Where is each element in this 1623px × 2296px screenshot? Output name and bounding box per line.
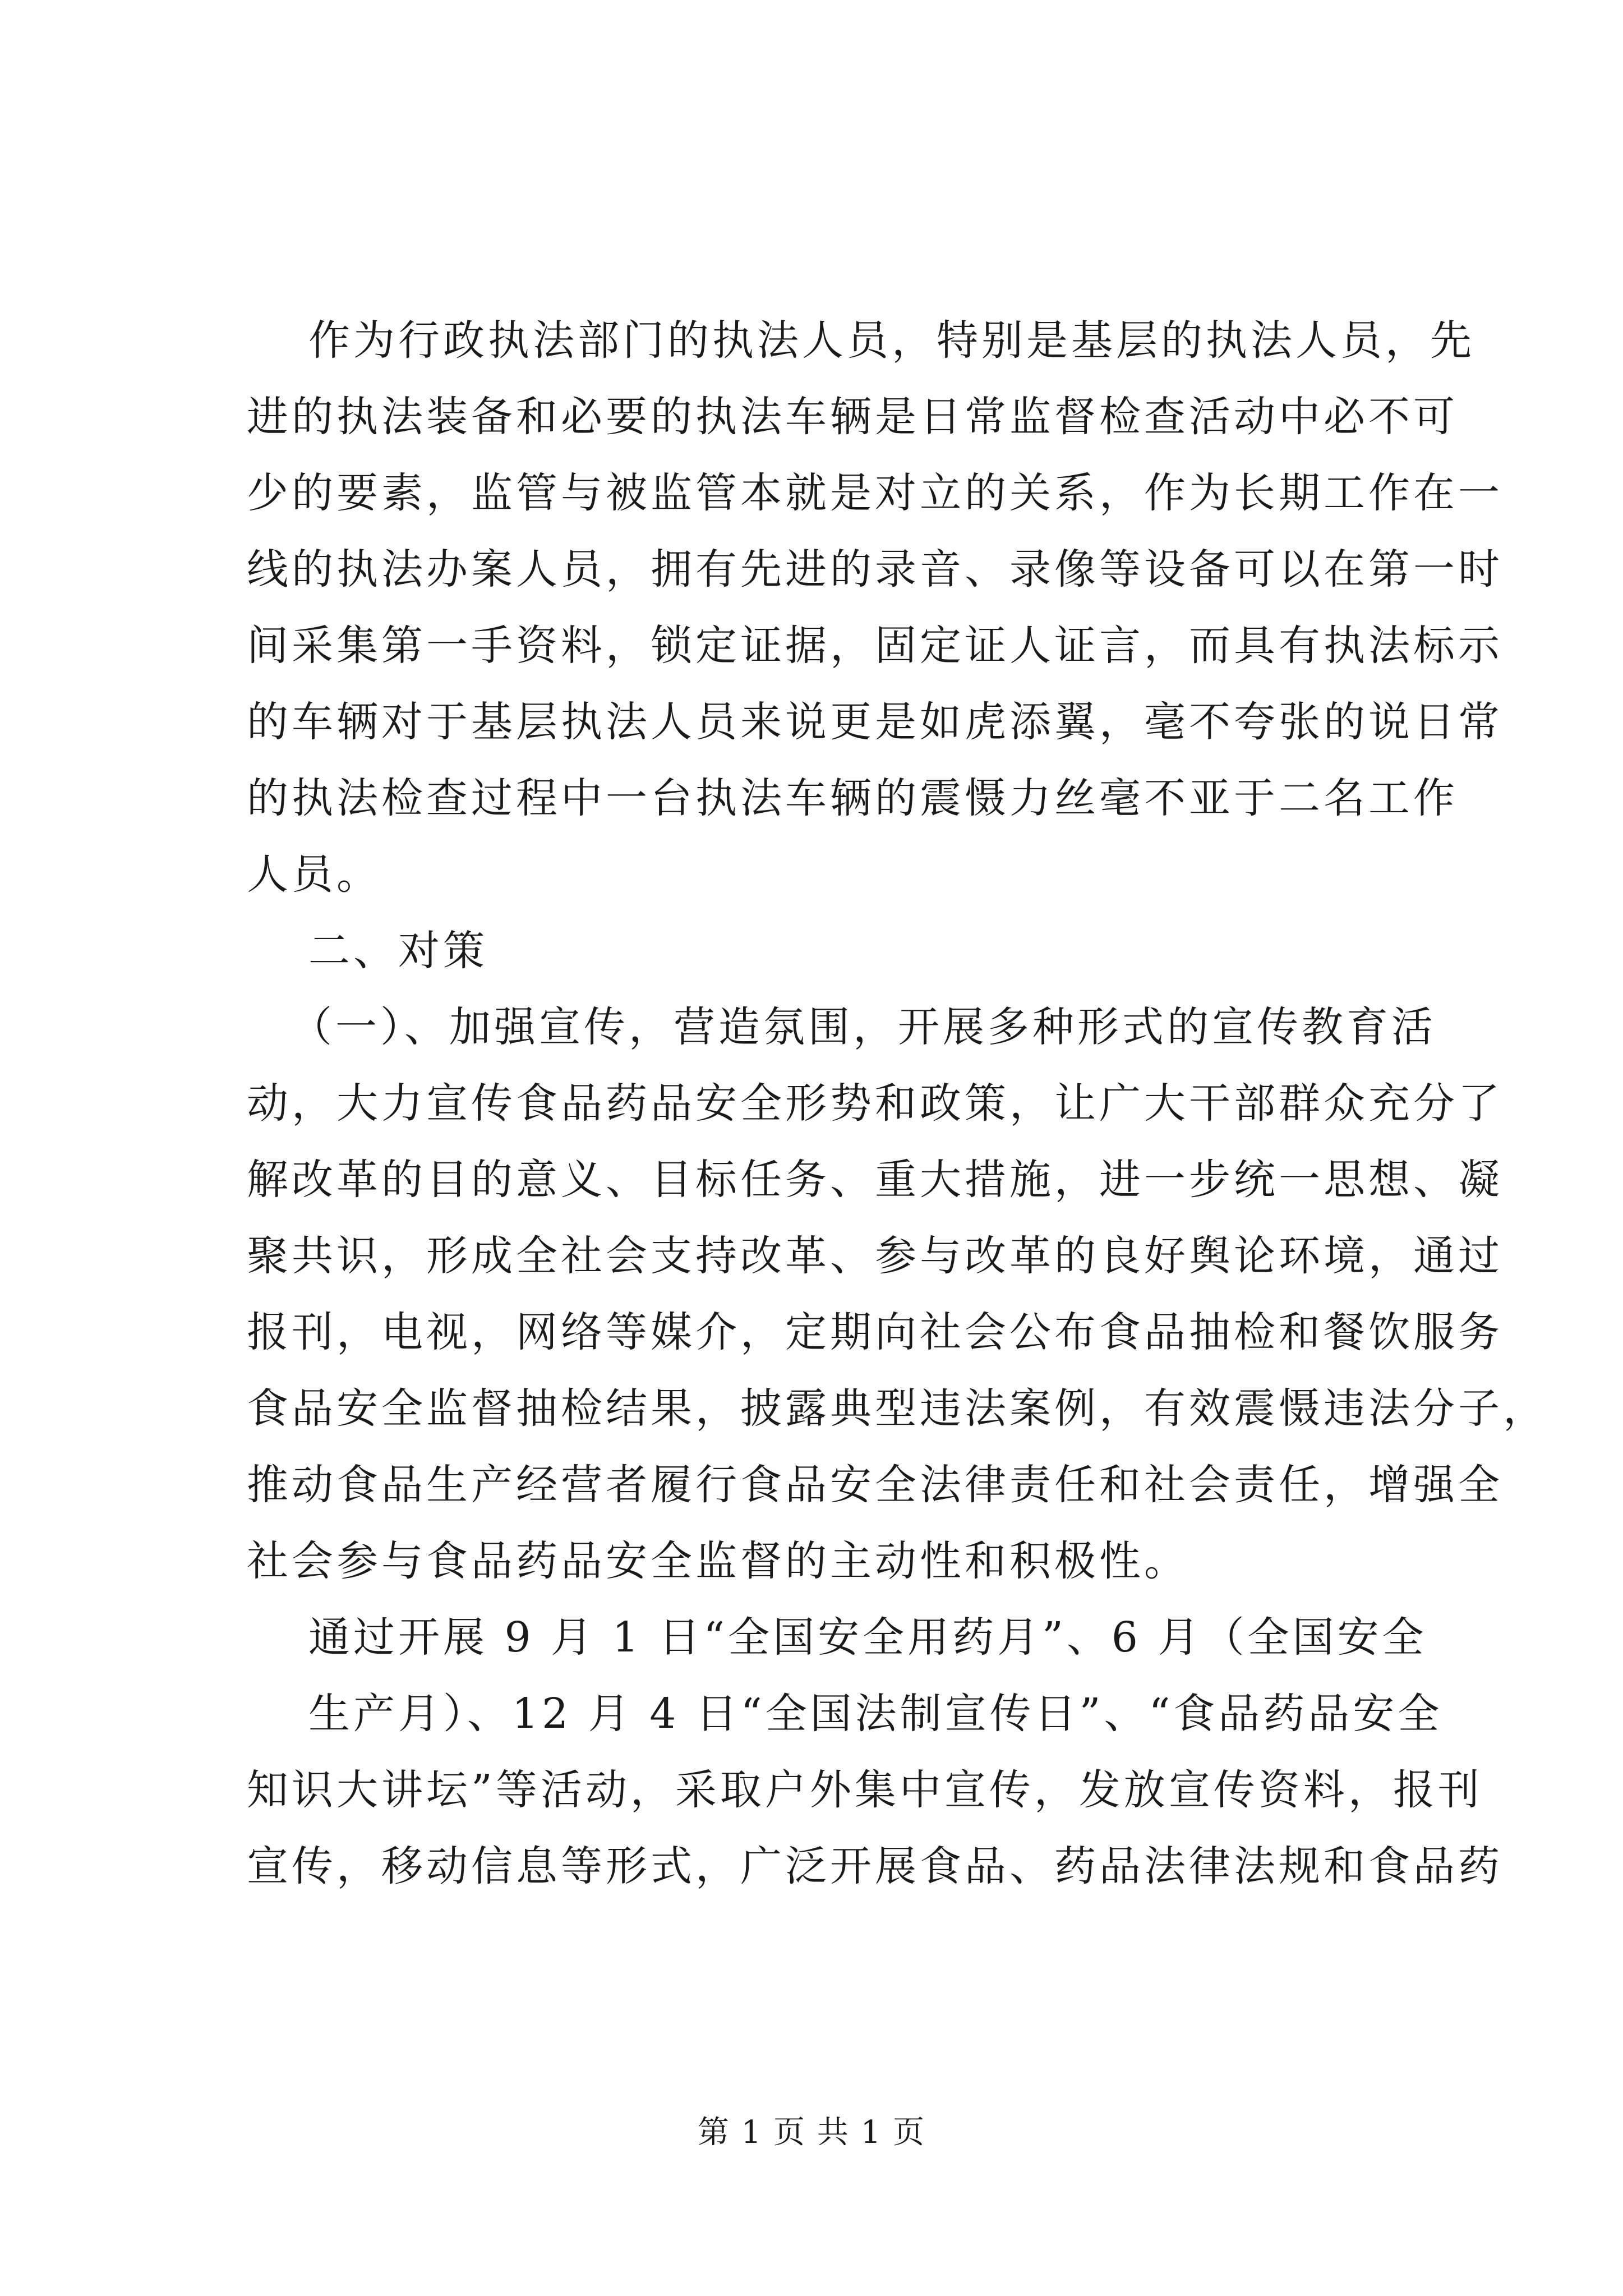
paragraph-line: 解改革的目的意义、目标任务、重大措施，进一步统一思想、凝: [247, 1156, 1503, 1204]
section-heading: 二、对策: [308, 927, 488, 975]
paragraph-line: 动，大力宣传食品药品安全形势和政策，让广大干部群众充分了: [247, 1079, 1503, 1128]
paragraph-line: 人员。: [247, 850, 381, 899]
paragraph-line: 社会参与食品药品安全监督的主动性和积极性。: [247, 1537, 1189, 1585]
paragraph-line: 间采集第一手资料，锁定证据，固定证人证言，而具有执法标示: [247, 622, 1503, 670]
paragraph-line: 的执法检查过程中一台执法车辆的震慑力丝毫不亚于二名工作: [247, 774, 1458, 822]
paragraph-line: 聚共识，形成全社会支持改革、参与改革的良好舆论环境，通过: [247, 1232, 1503, 1280]
paragraph-line: 的车辆对于基层执法人员来说更是如虎添翼，毫不夸张的说日常: [247, 698, 1503, 746]
paragraph-line: 进的执法装备和必要的执法车辆是日常监督检查活动中必不可: [247, 393, 1458, 441]
paragraph-line: 少的要素，监管与被监管本就是对立的关系，作为长期工作在一: [247, 469, 1503, 517]
page-number-footer: 第 1 页 共 1 页: [697, 2114, 926, 2151]
paragraph-line: 食品安全监督抽检结果，披露典型违法案例，有效震慑违法分子，: [247, 1384, 1548, 1433]
paragraph-line: 通过开展 9 月 1 日“全国安全用药月”、6 月（全国安全: [308, 1613, 1427, 1662]
paragraph-line: 作为行政执法部门的执法人员，特别是基层的执法人员，先: [308, 316, 1475, 365]
paragraph-line: 推动食品生产经营者履行食品安全法律责任和社会责任，增强全: [247, 1461, 1503, 1509]
paragraph-line: 报刊，电视，网络等媒介，定期向社会公布食品抽检和餐饮服务: [247, 1308, 1503, 1356]
paragraph-line: 知识大讲坛”等活动，采取户外集中宣传，发放宣传资料，报刊: [247, 1766, 1483, 1814]
paragraph-line: 线的执法办案人员，拥有先进的录音、录像等设备可以在第一时: [247, 545, 1503, 593]
paragraph-line: （一）、加强宣传，营造氛围，开展多种形式的宣传教育活: [291, 1003, 1436, 1051]
paragraph-line: 生产月）、12 月 4 日“全国法制宣传日”、“食品药品安全: [308, 1690, 1443, 1738]
paragraph-line: 宣传，移动信息等形式，广泛开展食品、药品法律法规和食品药: [247, 1842, 1503, 1890]
